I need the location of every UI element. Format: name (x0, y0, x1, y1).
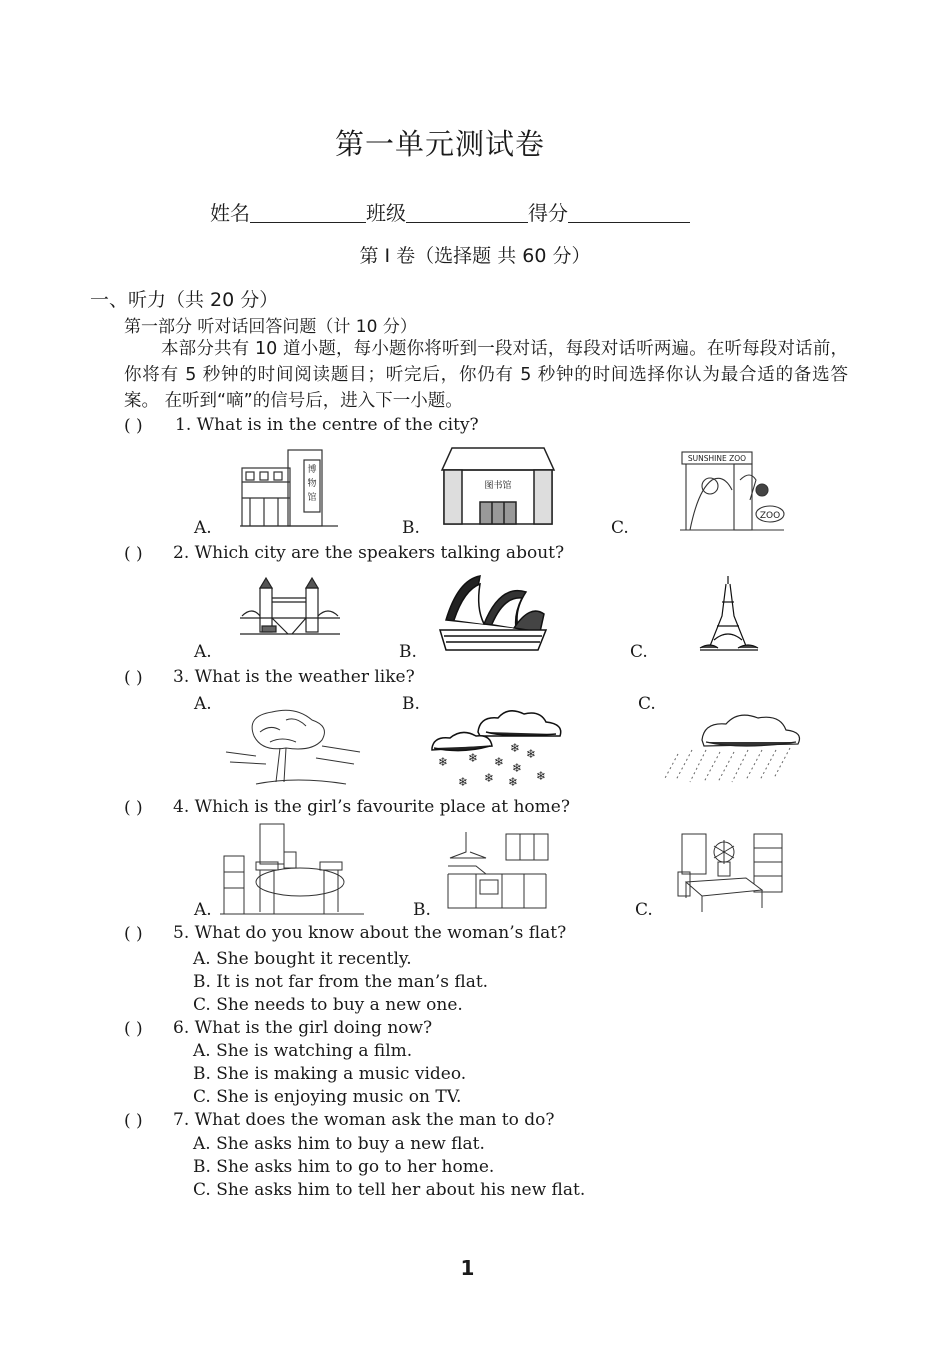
question-5: 5. What do you know about the woman’s flat? (173, 923, 567, 943)
option-label[interactable]: A. (194, 900, 212, 920)
answer-bracket[interactable]: ( ) (124, 416, 143, 436)
windy-tree-picture (226, 706, 362, 786)
snowflake-icon: ❄ (536, 769, 547, 783)
option-c[interactable]: C. She needs to buy a new one. (193, 995, 463, 1015)
option-label[interactable]: C. (630, 642, 648, 662)
snowflake-icon: ❄ (526, 747, 537, 761)
museum-picture (240, 446, 340, 528)
option-a[interactable]: A. She bought it recently. (193, 949, 412, 969)
snowflake-icon: ❄ (468, 751, 479, 765)
question-1: 1. What is in the centre of the city? (175, 415, 479, 435)
score-blank[interactable] (568, 202, 690, 223)
question-4: 4. Which is the girl’s favourite place at home? (173, 797, 570, 817)
option-label[interactable]: B. (399, 642, 417, 662)
zoo-sign: SUNSHINE ZOO (687, 454, 747, 463)
option-a[interactable]: A. She is watching a film. (193, 1041, 413, 1061)
class-label: 班级 (366, 201, 406, 225)
page-number: 1 (460, 1256, 475, 1280)
answer-bracket[interactable]: ( ) (124, 798, 143, 818)
zoo-picture (680, 450, 786, 532)
option-c[interactable]: C. She is enjoying music on TV. (193, 1087, 462, 1107)
student-info-line (210, 197, 690, 226)
answer-bracket[interactable]: ( ) (124, 924, 143, 944)
museum-sign-char: 馆 (307, 493, 317, 503)
snowflake-icon: ❄ (510, 741, 521, 755)
answer-bracket[interactable]: ( ) (124, 668, 143, 688)
option-label[interactable]: C. (638, 694, 656, 714)
option-label[interactable]: A. (194, 518, 212, 538)
study-room-picture (676, 832, 784, 914)
option-b[interactable]: B. It is not far from the man’s flat. (193, 972, 489, 992)
snowflake-icon: ❄ (494, 755, 505, 769)
option-label[interactable]: B. (413, 900, 431, 920)
museum-sign-char: 博 (307, 465, 317, 475)
snow-picture (428, 706, 564, 792)
library-picture (440, 446, 556, 526)
page-title: 第一单元测试卷 (334, 127, 545, 161)
option-label[interactable]: C. (611, 518, 629, 538)
rain-picture (662, 710, 802, 784)
question-2: 2. Which city are the speakers talking about? (173, 543, 565, 563)
question-7: 7. What does the woman ask the man to do? (173, 1110, 555, 1130)
option-label[interactable]: A. (194, 642, 212, 662)
answer-bracket[interactable]: ( ) (124, 1111, 143, 1131)
volume-heading: 第 I 卷（选择题 共 60 分） (359, 245, 591, 267)
option-b[interactable]: B. She is making a music video. (193, 1064, 467, 1084)
snowflake-icon: ❄ (438, 755, 449, 769)
option-a[interactable]: A. She asks him to buy a new flat. (193, 1134, 485, 1154)
name-blank[interactable] (250, 202, 366, 223)
option-label[interactable]: B. (402, 518, 420, 538)
option-label[interactable]: B. (402, 694, 420, 714)
answer-bracket[interactable]: ( ) (124, 544, 143, 564)
section-heading: 一、听力（共 20 分） (90, 289, 279, 311)
zoo-logo: ZOO (759, 511, 781, 521)
question-3: 3. What is the weather like? (173, 667, 415, 687)
library-sign: 图书馆 (484, 481, 512, 491)
option-label[interactable]: A. (194, 694, 212, 714)
option-b[interactable]: B. She asks him to go to her home. (193, 1157, 495, 1177)
dining-room-picture (220, 822, 364, 916)
option-c[interactable]: C. She asks him to tell her about his new flat. (193, 1180, 586, 1200)
snowflake-icon: ❄ (458, 775, 469, 789)
kitchen-picture (446, 830, 550, 910)
eiffel-tower-picture (700, 576, 760, 654)
snowflake-icon: ❄ (484, 771, 495, 785)
instructions-paragraph: 本部分共有 10 道小题，每小题你将听到一段对话，每段对话听两遍。在听每段对话前， 你将有 5 秒钟的时间阅读题目；听完后，你仍有 5 秒钟的时间选择你认为最合适的备选答案。 在听到“嘀”的信号后，进入下一小题。 (124, 339, 848, 411)
part-heading: 第一部分 听对话回答问题（计 10 分） (124, 317, 417, 337)
score-label: 得分 (528, 201, 568, 225)
snowflake-icon: ❄ (508, 775, 519, 789)
answer-bracket[interactable]: ( ) (124, 1019, 143, 1039)
opera-house-picture (440, 574, 546, 652)
museum-sign-char: 物 (307, 479, 317, 489)
tower-bridge-picture (240, 576, 340, 640)
snowflake-icon: ❄ (512, 761, 523, 775)
name-label: 姓名 (210, 201, 250, 225)
question-6: 6. What is the girl doing now? (173, 1018, 433, 1038)
class-blank[interactable] (406, 202, 528, 223)
option-label[interactable]: C. (635, 900, 653, 920)
